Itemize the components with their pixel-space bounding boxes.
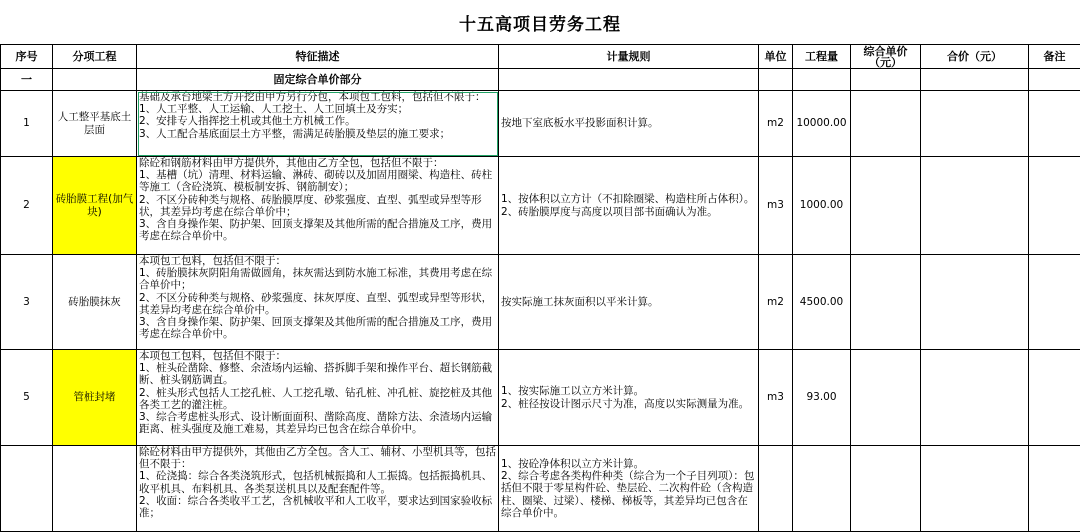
row-rule[interactable]: 按地下室底板水平投影面积计算。 [499,91,759,157]
row-unit[interactable]: m3 [759,157,793,255]
header-unit-price[interactable]: 综合单价（元） [851,45,921,69]
table-row [1,157,1080,255]
header-row [1,45,1080,69]
row-unit[interactable] [759,446,793,532]
row-note[interactable] [1029,350,1080,446]
row-description[interactable]: 本项包工包料，包括但不限于： 1、砖胎膜抹灰阴阳角需做圆角，抹灰需达到防水施工标准，其费用考虑在综合单价中； 2、不区分砖种类与规格、砂浆强度、抹灰厚度、直型、弧型或异型等形状，其差异均考虑在综合单价中。 3、含自身操作架、防护架、回顶支撑架及其他所需的配合措施及工序，费用考虑在综合单价中。 [137,255,499,350]
cell[interactable] [851,69,921,91]
row-unit-price[interactable] [851,255,921,350]
row-total[interactable] [921,446,1029,532]
row-seq[interactable]: 5 [1,350,53,446]
row-qty[interactable] [793,446,851,532]
table-row [1,255,1080,350]
row-unit-price[interactable] [851,91,921,157]
cell[interactable] [759,69,793,91]
row-item[interactable]: 管桩封堵 [53,350,137,446]
row-unit[interactable]: m2 [759,91,793,157]
table-row [1,91,1080,157]
row-qty[interactable]: 1000.00 [793,157,851,255]
header-item[interactable]: 分项工程 [53,45,137,69]
header-total[interactable]: 合价（元） [921,45,1029,69]
cell[interactable] [921,69,1029,91]
row-total[interactable] [921,350,1029,446]
row-total[interactable] [921,157,1029,255]
row-total[interactable] [921,91,1029,157]
header-rule[interactable]: 计量规则 [499,45,759,69]
row-description[interactable]: 本项包工包料，包括但不限于： 1、桩头砼凿除、修整、余渣场内运输、搭拆脚手架和操作平台、超长钢筋截断、桩头钢筋调直。 2、桩头形式包括人工挖孔桩、人工挖孔墩、钻孔桩、冲孔桩、旋挖桩及其他各类工艺的灌注桩。 3、综合考虑桩头形式、设计断面面积、凿除高度、凿除方法、余渣场内运输距离、桩头强度及施工难易，其差异均已包含在综合单价中。 [137,350,499,446]
row-rule[interactable]: 按实际施工抹灰面积以平米计算。 [499,255,759,350]
row-description[interactable]: 基础及承台地梁土方开挖由甲方另行分包，本项包工包料，包括但不限于： 1、人工平整、人工运输、人工挖土、人工回填土及夯实； 2、安排专人指挥挖土机或其他土方机械工作。 3、人工配合基底面层土方平整，需满足砖胎膜及垫层的施工要求； [137,91,499,157]
row-seq[interactable]: 1 [1,91,53,157]
row-note[interactable] [1029,255,1080,350]
section-label[interactable]: 固定综合单价部分 [137,69,499,91]
row-note[interactable] [1029,446,1080,532]
table-row [1,350,1080,446]
row-unit-price[interactable] [851,446,921,532]
row-rule[interactable]: 1、按体积以立方计（不扣除圈梁、构造柱所占体积）。 2、砖胎膜厚度与高度以项目部书面确认为准。 [499,157,759,255]
section-seq[interactable]: 一 [1,69,53,91]
quantity-table [0,44,1080,532]
sheet-title: 十五高项目劳务工程 [0,0,1080,44]
row-item[interactable]: 人工整平基底土层面 [53,91,137,157]
cell[interactable] [1029,69,1080,91]
row-seq[interactable] [1,446,53,532]
row-description[interactable]: 除砼和钢筋材料由甲方提供外，其他由乙方全包，包括但不限于： 1、基槽（坑）清理、材料运输、淋砖、砌砖以及加固用圈梁、构造柱、砖柱等施工（含砼浇筑、模板制安拆、钢筋制安）； 2、不区分砖种类与规格、砖胎膜厚度、砂浆强度、直型、弧型或异型等形状，其差异均考虑在综合单价中； 3、含自身操作架、防护架、回顶支撑架及其他所需的配合措施及工序，费用考虑在综合单价中。 [137,157,499,255]
cell[interactable] [499,69,759,91]
row-note[interactable] [1029,91,1080,157]
row-unit-price[interactable] [851,350,921,446]
row-qty[interactable]: 10000.00 [793,91,851,157]
row-unit[interactable]: m2 [759,255,793,350]
row-unit-price[interactable] [851,157,921,255]
row-unit[interactable]: m3 [759,350,793,446]
header-feature[interactable]: 特征描述 [137,45,499,69]
row-total[interactable] [921,255,1029,350]
header-unit[interactable]: 单位 [759,45,793,69]
row-rule[interactable]: 1、按砼净体积以立方米计算。 2、综合考虑各类构件种类（综合为一个子目列项）：包括但不限于零星构件砼、垫层砼、二次构件砼（含构造柱、圈梁、过梁）、楼梯、梯板等，其差异均已包含在综合单价中。 [499,446,759,532]
row-rule[interactable]: 1、按实际施工以立方米计算。 2、桩径按设计图示尺寸为准，高度以实际测量为准。 [499,350,759,446]
row-seq[interactable]: 3 [1,255,53,350]
row-note[interactable] [1029,157,1080,255]
row-seq[interactable]: 2 [1,157,53,255]
header-qty[interactable]: 工程量 [793,45,851,69]
row-qty[interactable]: 4500.00 [793,255,851,350]
row-item[interactable]: 砖胎膜工程(加气块) [53,157,137,255]
header-seq[interactable]: 序号 [1,45,53,69]
header-note[interactable]: 备注 [1029,45,1080,69]
row-description[interactable]: 除砼材料由甲方提供外，其他由乙方全包。含人工、辅材、小型机具等，包括但不限于： 1、砼浇捣：综合各类浇筑形式，包括机械振捣和人工振捣。包括振捣机具、收平机具、布料机具、各类泵送机具以及配套配件等。 2、收面：综合各类收平工艺，含机械收平和人工收平，要求达到国家验收标准； [137,446,499,532]
row-item[interactable] [53,446,137,532]
section-row [1,69,1080,91]
cell[interactable] [793,69,851,91]
row-qty[interactable]: 93.00 [793,350,851,446]
cell[interactable] [53,69,137,91]
row-item[interactable]: 砖胎膜抹灰 [53,255,137,350]
table-row [1,446,1080,532]
